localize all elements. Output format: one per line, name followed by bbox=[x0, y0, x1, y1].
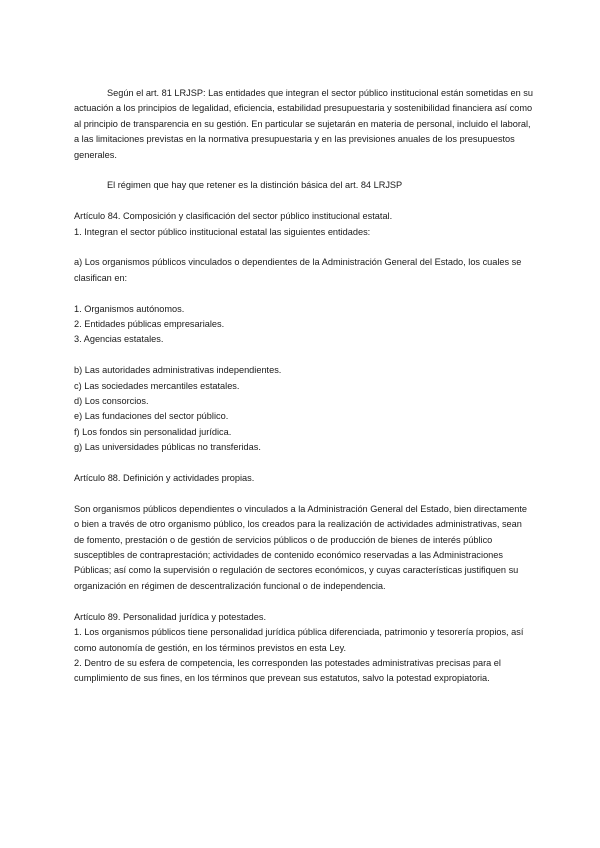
article-88-title: Artículo 88. Definición y actividades propias. bbox=[74, 473, 255, 484]
list-item: 2. Entidades públicas empresariales. bbox=[74, 319, 225, 330]
spacer bbox=[74, 486, 534, 501]
article-89-title: Artículo 89. Personalidad jurídica y potestades. bbox=[74, 611, 267, 622]
list-item: 3. Agencias estatales. bbox=[74, 334, 164, 345]
document-page bbox=[74, 86, 534, 687]
list-item: g) Las universidades públicas no transferidas. bbox=[74, 442, 261, 453]
list-item: f) Los fondos sin personalidad jurídica. bbox=[74, 426, 232, 437]
list-item: e) Las fundaciones del sector público. bbox=[74, 411, 229, 422]
spacer bbox=[74, 456, 534, 471]
spacer bbox=[74, 594, 534, 609]
intro-note: El régimen que hay que retener es la distinción básica del art. 84 LRJSP bbox=[107, 180, 403, 191]
article-88-body: Son organismos públicos dependientes o vinculados a la Administración General del Estado, bien directamente o bien a través de otro organismo público, los creados para la realización de actividades administrativas, sean de fomento, prestación o de gestión de servicios públicos o de producción de bienes de interés público susceptibles de contraprestación; actividades de contenido económico reservadas a las Administraciones Públicas; así como la supervisión o regulación de sectores económicos, y cuyas características justifiquen su organización en régimen de descentralización funcional o de independencia. bbox=[74, 503, 528, 591]
spacer bbox=[74, 348, 534, 363]
article-84-title: Artículo 84. Composición y clasificación del sector público institucional estatal. bbox=[74, 211, 393, 222]
list-item: 1. Organismos autónomos. bbox=[74, 303, 185, 314]
article-89-paragraph-2: 2. Dentro de su esfera de competencia, les corresponden las potestades administrativas precisas para el cumplimiento de sus fines, en los términos que prevean sus estatutos, salvo la potestad expropiatoria. bbox=[74, 657, 501, 684]
spacer bbox=[74, 194, 534, 209]
article-84-item-a: a) Los organismos públicos vinculados o dependientes de la Administración General del Estado, los cuales se clasifican en: bbox=[74, 257, 522, 283]
spacer bbox=[74, 286, 534, 301]
intro-paragraph: Según el art. 81 LRJSP: Las entidades que integran el sector público institucional están sometidas en su actuación a los principios de legalidad, eficiencia, estabilidad presupuestaria y sostenibilidad financiera así como al principio de transparencia en su gestión. En particular se sujetarán en materia de personal, incluido el laboral, a las limitaciones previstas en la normativa presupuestaria y en las previsiones anuales de los presupuestos generales. bbox=[74, 88, 533, 160]
list-item: c) Las sociedades mercantiles estatales. bbox=[74, 380, 240, 391]
article-84-paragraph-1: 1. Integran el sector público institucional estatal las siguientes entidades: bbox=[74, 226, 371, 237]
article-89-paragraph-1: 1. Los organismos públicos tiene personalidad jurídica pública diferenciada, patrimonio y tesorería propios, así como autonomía de gestión, en los términos previstos en esta Ley. bbox=[74, 627, 524, 653]
spacer bbox=[74, 240, 534, 255]
spacer bbox=[74, 163, 534, 178]
list-item: d) Los consorcios. bbox=[74, 396, 149, 407]
list-item: b) Las autoridades administrativas independientes. bbox=[74, 365, 282, 376]
